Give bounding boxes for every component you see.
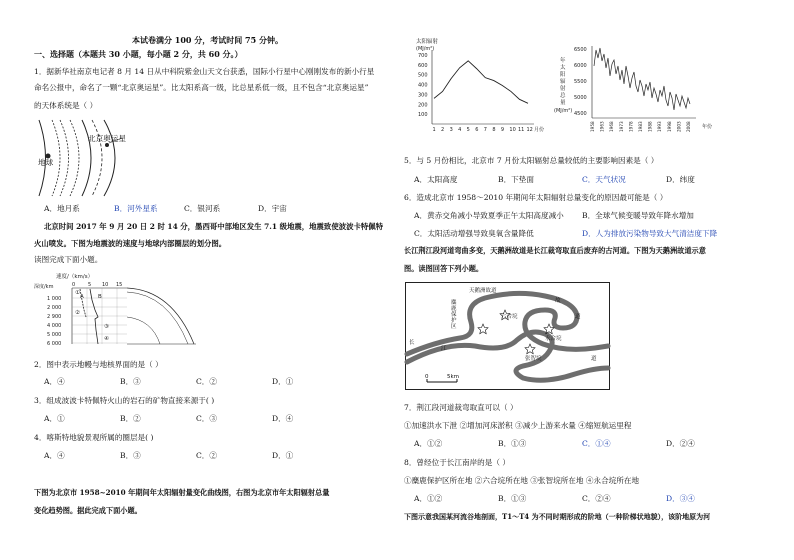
q1-option-a[interactable]: A．地月系 (44, 204, 80, 213)
monthly-chart-title: 太阳辐射 (416, 39, 439, 45)
svg-text:区: 区 (451, 324, 457, 330)
q7-option-d[interactable]: D．②④ (666, 439, 695, 448)
exam-header: 本试卷满分 100 分，考试时间 75 分钟。 (132, 35, 283, 45)
q8-option-b[interactable]: B．①③ (498, 494, 527, 503)
q3-option-d[interactable]: D．④ (272, 414, 294, 423)
svg-text:15: 15 (116, 282, 123, 288)
q2-option-c[interactable]: C．② (196, 377, 217, 386)
svg-text:6000: 6000 (574, 63, 587, 69)
svg-text:量: 量 (560, 100, 566, 106)
monthly-ytick: 600 (418, 62, 428, 69)
q5-option-a[interactable]: A．太阳高度 (414, 175, 458, 184)
q4-option-d[interactable]: D．① (272, 451, 294, 460)
svg-text:4 000: 4 000 (47, 323, 62, 329)
monthly-xtick: 10 (509, 127, 516, 133)
q4-option-c[interactable]: C．② (196, 451, 217, 460)
q5-option-d[interactable]: D．纬度 (666, 175, 695, 184)
q2-stem: 2．图中表示地幔与地核界面的是（ ） (34, 360, 163, 369)
passage1-line1: 北京时间 2017 年 9 月 20 日 2 时 14 分，墨西哥中部地区发生 7.1 级地震，地震致使波波卡特佩特 (44, 222, 384, 231)
q8-option-a[interactable]: A．①② (414, 494, 443, 503)
q7-items: ①加速洪水下泄 ②增加河床淤积 ③减少上游来水量 ④缩短航运里程 (404, 421, 632, 430)
svg-text:天鹅洲故道: 天鹅洲故道 (469, 288, 497, 294)
seismic-wave-figure (32, 270, 202, 348)
monthly-ytick: 500 (418, 72, 428, 79)
label-beijing-star: 北京奥运星 (88, 134, 126, 143)
passage2-line2: 变化趋势图。据此完成下面小题。 (34, 506, 142, 515)
q6-option-b[interactable]: B．全球气候变暖导致年降水增加 (582, 211, 694, 220)
annual-ylabel: 年太阳辐射总量 (496, 32, 532, 38)
svg-text:(MJ/m²): (MJ/m²) (416, 46, 435, 52)
tianezhou-map (405, 282, 610, 390)
q5-option-b[interactable]: B．下垫面 (498, 175, 534, 184)
svg-text:麋: 麋 (451, 300, 457, 306)
monthly-series-line (434, 61, 528, 103)
annual-xtick: 1988 (647, 121, 653, 132)
annual-xtick: 1998 (666, 121, 672, 132)
q1-stem-line3: 的天体系统是（ ） (34, 101, 98, 110)
q7-option-a[interactable]: A．①② (414, 439, 443, 448)
q6-option-a[interactable]: A．黄赤交角减小导致夏季正午太阳高度减小 (414, 211, 564, 220)
svg-text:6 000: 6 000 (47, 341, 62, 347)
svg-text:2 000: 2 000 (47, 305, 62, 311)
q3-option-b[interactable]: B．② (120, 414, 141, 423)
monthly-ytick: 300 (418, 92, 428, 99)
monthly-ytick: 200 (418, 102, 428, 109)
svg-text:5000: 5000 (574, 95, 587, 101)
svg-text:长: 长 (409, 340, 415, 346)
q6-option-d[interactable]: D．人为排放污染物导致大气清洁度下降 (582, 229, 718, 238)
svg-text:5km: 5km (447, 374, 460, 380)
q2-option-b[interactable]: B．③ (120, 377, 141, 386)
label-earth: 地球 (38, 158, 54, 167)
svg-text:10: 10 (102, 282, 109, 288)
svg-text:B: B (98, 294, 102, 300)
svg-text:道: 道 (591, 356, 597, 362)
monthly-xtick: 1 (432, 127, 436, 133)
svg-text:5: 5 (88, 282, 92, 288)
svg-text:2 900: 2 900 (47, 314, 62, 320)
q1-option-d[interactable]: D．宇宙 (258, 204, 287, 213)
passage3-line2: 图。读图回答下列小题。 (404, 264, 484, 273)
q1-stem-line2: 命名公报中，命名了一颗“北京奥运星”。比太阳系高一级，比总星系低一级，且不包含“北京奥运星” (34, 83, 369, 92)
q1-stem-line1: 1．据新华社南京电记者 8 月 14 日从中科院紫金山天文台获悉，国际小行星中心刚刚发布的新小行星 (34, 67, 375, 76)
monthly-xtick: 2 (441, 127, 445, 133)
annual-xtick: 1973 (618, 121, 624, 132)
annual-xtick: 2003 (676, 121, 682, 132)
annual-xtick: 1978 (628, 121, 634, 132)
q4-option-b[interactable]: B．③ (120, 451, 141, 460)
monthly-xtick: 4 (458, 127, 462, 133)
svg-text:总: 总 (560, 93, 566, 99)
svg-text:六合垸: 六合垸 (501, 314, 518, 320)
svg-text:②: ② (75, 310, 80, 316)
svg-text:鹿: 鹿 (451, 306, 457, 312)
q7-option-b[interactable]: B．①③ (498, 439, 527, 448)
monthly-xtick: 9 (500, 127, 505, 133)
q8-option-c[interactable]: C．②④ (582, 494, 611, 503)
monthly-xtick: 5 (466, 127, 470, 133)
q5-option-c[interactable]: C．天气状况 (582, 175, 626, 184)
monthly-xtick: 7 (483, 127, 487, 133)
monthly-xtick: 11 (517, 127, 525, 133)
q1-orbit-figure (34, 118, 294, 198)
annual-series-line (594, 48, 690, 110)
svg-text:6500: 6500 (574, 47, 587, 53)
svg-text:0: 0 (425, 374, 429, 380)
annual-xtick: 2008 (686, 121, 691, 132)
annual-xtick: 1963 (599, 121, 605, 132)
q5-stem: 5．与 5 月份相比，北京市 7 月份太阳辐射总量较低的主要影响因素是（ ） (404, 156, 659, 165)
q6-stem: 6．造成北京市 1958～2010 年期间年太阳辐射总量变化的原因最可能是（ ） (404, 193, 668, 202)
q7-option-c[interactable]: C．①④ (582, 439, 611, 448)
svg-text:(MJ/m²): (MJ/m²) (554, 108, 573, 114)
annual-xtick: 1993 (657, 121, 663, 132)
annual-xtick: 1983 (638, 121, 643, 132)
q7-stem: 7．荆江段河道裁弯取直可以（ ） (404, 403, 518, 412)
q1-option-b[interactable]: B．河外星系 (114, 204, 158, 213)
footer-line: 下图示意我国某河流谷地剖面，T1～T4 为不同时期形成的阶地（一种阶梯状地貌），该阶地原为河 (404, 512, 711, 521)
q3-stem: 3．组成波波卡特佩特火山的岩石的矿物直接来源于( ) (34, 396, 215, 405)
q3-option-c[interactable]: C．③ (196, 414, 217, 423)
q4-stem: 4．喀斯特地貌景观所属的圈层是( ) (34, 433, 154, 442)
seismic-ylabel: 速度/（km/s） (56, 274, 94, 280)
passage1-line2: 火山喷发。下图为地震波的速度与地球内部圈层的划分图。 (34, 239, 227, 248)
svg-text:太: 太 (560, 65, 566, 71)
q1-option-c[interactable]: C．银河系 (184, 204, 221, 213)
svg-text:月份: 月份 (534, 127, 545, 133)
passage2-line1: 下图为北京市 1958~2010 年期间年太阳辐射量变化曲线图，右图为北京市年太阳辐射总量 (34, 488, 330, 497)
section-title: 一、选择题（本题共 30 小题，每小题 2 分，共 60 分。） (34, 49, 243, 59)
svg-text:1 000: 1 000 (47, 296, 62, 302)
svg-text:④: ④ (104, 336, 109, 342)
svg-text:道: 道 (575, 314, 581, 320)
svg-text:A: A (80, 294, 84, 300)
svg-text:深度/km: 深度/km (34, 284, 54, 290)
monthly-xtick: 12 (526, 127, 533, 133)
q4-option-a[interactable]: A．④ (44, 451, 65, 460)
q2-option-a[interactable]: A．④ (44, 377, 65, 386)
q2-option-d[interactable]: D．① (272, 377, 294, 386)
monthly-ytick: 700 (418, 52, 428, 59)
svg-text:射: 射 (560, 86, 566, 92)
svg-text:保: 保 (451, 312, 457, 318)
svg-text:年份: 年份 (702, 124, 713, 130)
svg-text:5 000: 5 000 (47, 332, 62, 338)
q8-option-d[interactable]: D．③④ (666, 494, 695, 503)
svg-text:永合垸: 永合垸 (545, 336, 562, 342)
passage3-line1: 长江荆江段河道弯曲多变，天鹅洲故道是长江裁弯取直后废弃的古河道。下图为天鹅洲故道示意 (404, 246, 706, 255)
svg-text:年: 年 (560, 58, 566, 64)
monthly-ytick: 400 (418, 82, 428, 89)
svg-text:阳: 阳 (560, 72, 566, 78)
svg-text:0: 0 (72, 282, 76, 288)
q3-option-a[interactable]: A．① (44, 414, 65, 423)
monthly-xtick: 8 (492, 127, 496, 133)
svg-text:辐: 辐 (560, 79, 566, 85)
svg-text:5500: 5500 (574, 79, 587, 85)
monthly-ytick: 100 (418, 112, 428, 119)
svg-text:①: ① (75, 290, 80, 296)
svg-text:③: ③ (104, 324, 109, 330)
annual-xtick: 1968 (609, 121, 615, 132)
q8-stem: 8．曾经位于长江南岸的是（ ） (404, 458, 510, 467)
svg-text:江: 江 (441, 346, 447, 352)
monthly-xtick: 6 (475, 127, 479, 133)
svg-text:张智垸: 张智垸 (525, 356, 542, 362)
svg-text:护: 护 (451, 318, 457, 324)
monthly-xtick: 3 (449, 127, 453, 133)
q6-option-c[interactable]: C．太阳活动增强导致臭氧含量降低 (414, 229, 534, 238)
monthly-solar-chart (404, 36, 552, 136)
svg-text:4500: 4500 (574, 111, 587, 117)
annual-xtick: 1958 (590, 121, 595, 132)
passage1-line3: 读图完成下面小题。 (34, 255, 103, 264)
svg-text:故: 故 (555, 298, 561, 304)
q8-items: ①麋鹿保护区所在地 ②六合垸所在地 ③张智垸所在地 ④永合垸所在地 (404, 476, 640, 485)
